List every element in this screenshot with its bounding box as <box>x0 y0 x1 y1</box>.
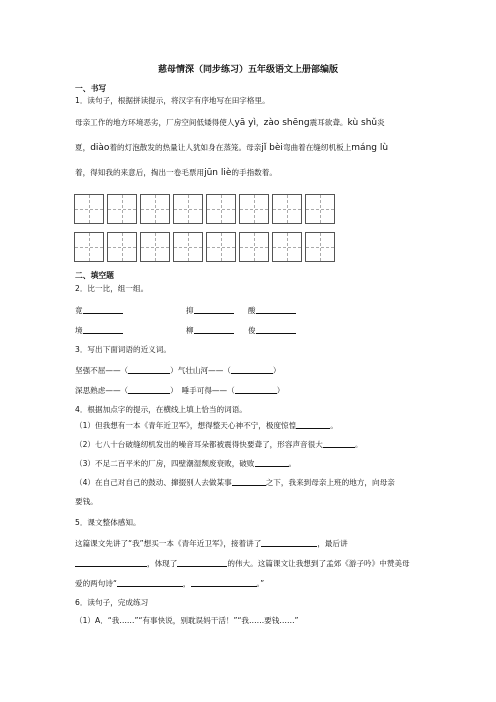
answer-blank[interactable] <box>117 578 183 587</box>
tian-grid-cell[interactable] <box>239 194 269 224</box>
tian-grid-cell[interactable] <box>272 194 302 224</box>
pinyin-prompt: yā yì <box>234 118 256 128</box>
answer-blank[interactable] <box>128 385 170 394</box>
answer-blank[interactable] <box>83 305 123 314</box>
tian-grid-cell[interactable] <box>272 232 302 262</box>
question-2-prompt: 2．比一比，组一组。 <box>75 284 149 293</box>
passage-text: 着，得知我的来意后，掏出一卷毛票用 <box>75 168 205 177</box>
compare-char: 竟 <box>75 305 123 316</box>
answer-blank[interactable] <box>83 325 123 334</box>
question-4-prompt: 4．根据加点字的提示，在横线上填上恰当的词语。 <box>75 405 247 414</box>
answer-blank[interactable] <box>255 458 289 467</box>
pinyin-prompt: jǐ bèi <box>261 143 283 153</box>
tian-grid-row-1 <box>74 194 335 224</box>
answer-blank[interactable] <box>235 385 277 394</box>
passage-line-3 <box>75 168 277 178</box>
tian-grid-cell[interactable] <box>206 194 236 224</box>
compare-char: 俊 <box>248 325 296 336</box>
question-4-item-1: （1）但我想有一本《青年近卫军》，想得整天心神不宁，极度惊惶 。 <box>75 421 338 430</box>
question-5-line-1: 这篇课文先讲了“我”想买一本《青年近卫军》，接着讲了 ，最后讲 <box>75 539 348 548</box>
question-6-prompt: 6．读句子，完成练习 <box>75 598 149 607</box>
section-heading-writing: 一、书写 <box>75 84 107 93</box>
tian-grid-cell[interactable] <box>206 232 236 262</box>
tian-grid-cell[interactable] <box>173 194 203 224</box>
passage-text: 的手指数着。 <box>231 168 277 177</box>
answer-blank[interactable] <box>75 558 147 567</box>
question-4-item-4: （4）在自己对自己的鼓动、撺掇别人去做某事 之下，我来到母亲上班的地方，向母亲 <box>75 478 395 487</box>
passage-line-2 <box>75 143 388 153</box>
tian-grid-cell[interactable] <box>305 232 335 262</box>
tian-grid-cell[interactable] <box>74 194 104 224</box>
page-title: 慈母情深（同步练习）五年级语文上册部编版 <box>157 65 338 75</box>
answer-blank[interactable] <box>261 538 317 547</box>
passage-text: 着的灯泡散发的热量让人犹如身在蒸笼。母亲 <box>109 143 262 152</box>
passage-text: 震耳欲聋。 <box>309 118 348 127</box>
answer-blank[interactable] <box>194 305 234 314</box>
answer-blank[interactable] <box>256 305 296 314</box>
question-4-item-2: （2）七八十台破缝纫机发出的噪音耳朵都被震得快要聋了，形容声音很大 。 <box>75 440 363 449</box>
passage-text: 炎 <box>377 118 385 127</box>
passage-text: 夏， <box>75 143 91 152</box>
pinyin-prompt: diào <box>90 143 110 153</box>
pinyin-prompt: jūn liè <box>204 168 232 178</box>
answer-blank[interactable] <box>232 477 266 486</box>
tian-grid-cell[interactable] <box>173 232 203 262</box>
answer-blank[interactable] <box>323 439 355 448</box>
passage-text: 母亲工作的地方环境恶劣，厂房空间低矮得使人 <box>75 118 235 127</box>
answer-blank[interactable] <box>296 420 330 429</box>
tian-grid-cell[interactable] <box>107 194 137 224</box>
question-3-prompt: 3．写出下面词语的近义词。 <box>75 345 171 354</box>
tian-grid-cell[interactable] <box>305 194 335 224</box>
tian-grid-cell[interactable] <box>107 232 137 262</box>
synonym-line-2: 深思熟虑——（ ） 唾手可得——（ ） <box>75 386 285 395</box>
pinyin-prompt: máng lù <box>351 143 389 153</box>
answer-blank[interactable] <box>256 325 296 334</box>
question-5-line-2: ，体现了 的伟大。这篇课文让我想到了孟郊《游子吟》中赞美母 <box>75 558 410 569</box>
section-heading-fill-blank: 二、填空题 <box>75 271 114 280</box>
answer-blank[interactable] <box>191 578 257 587</box>
tian-grid-cell[interactable] <box>140 194 170 224</box>
question-1-prompt: 1．读句子，根据拼读提示，将汉字有序地写在田字格里。 <box>75 96 270 105</box>
compare-char: 抑 <box>186 305 234 316</box>
tian-grid-row-2 <box>74 232 335 262</box>
tian-grid-cell[interactable] <box>140 232 170 262</box>
compare-char: 境 <box>75 325 123 336</box>
pinyin-prompt: kù shǔ <box>347 118 378 128</box>
answer-blank[interactable] <box>128 365 170 374</box>
question-4-item-3: （3）不足二百平米的厂房，四壁潮湿颓废衰败，破败 。 <box>75 459 297 468</box>
passage-text: 弯曲着在缝纫机板上 <box>282 143 352 152</box>
tian-grid-cell[interactable] <box>239 232 269 262</box>
question-6-item-1: （1）A．“我……”“有事快说，别耽误妈干活！”“我……要钱……” <box>75 616 299 625</box>
synonym-line-1: 坚强不屈——（ ）气壮山河——（ ） <box>75 366 281 375</box>
passage-text: ， <box>256 118 264 127</box>
tian-grid-cell[interactable] <box>74 232 104 262</box>
question-5-line-3: 爱的两句诗“ ， 。” <box>75 579 265 588</box>
question-5-prompt: 5．课文整体感知。 <box>75 518 141 527</box>
compare-char: 酸 <box>248 305 296 316</box>
compare-char: 柳 <box>186 325 234 336</box>
answer-blank[interactable] <box>177 558 227 567</box>
pinyin-prompt: zào shēng <box>263 118 310 128</box>
answer-blank[interactable] <box>231 365 273 374</box>
answer-blank[interactable] <box>194 325 234 334</box>
question-4-item-4-cont: 要钱。 <box>75 497 98 506</box>
passage-line-1 <box>75 118 385 128</box>
